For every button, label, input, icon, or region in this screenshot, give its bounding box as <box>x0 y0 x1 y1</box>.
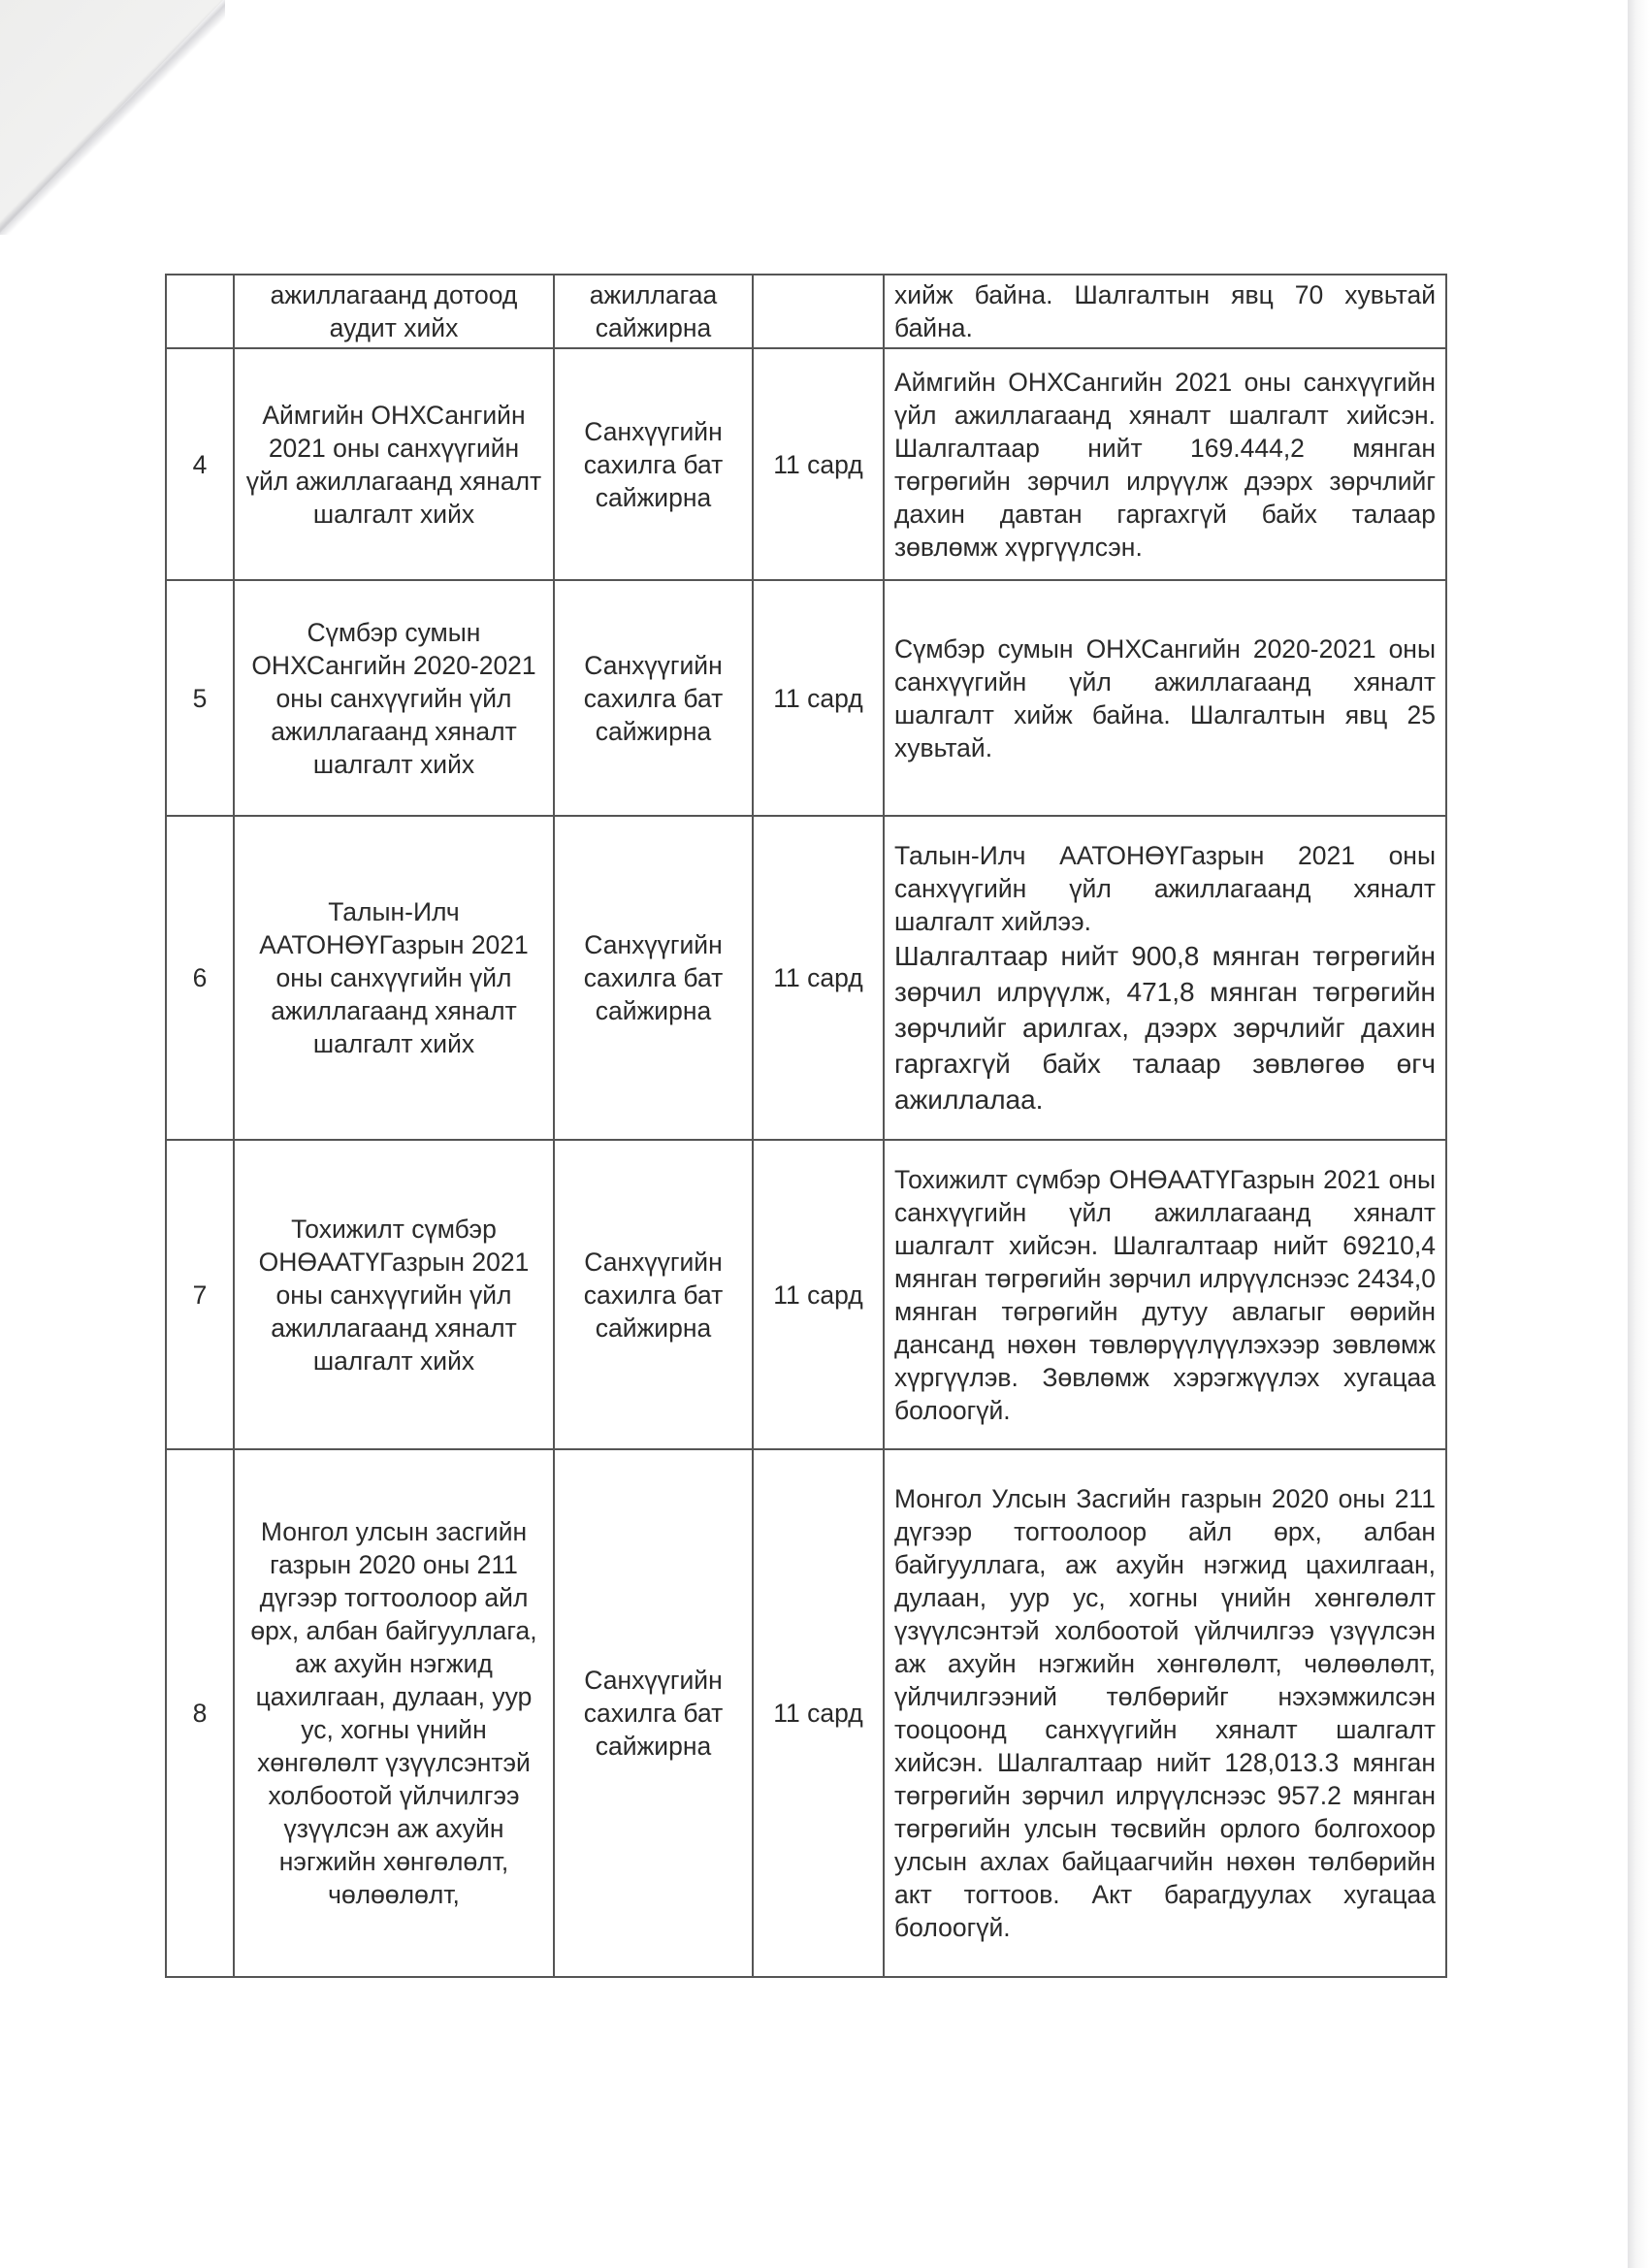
status-cell <box>884 580 1446 816</box>
task-text: Аймгийн ОНХСангийн 2021 оны санхүүгийн үйл ажиллагаанд хяналт шалгалт хийх <box>245 400 542 529</box>
task-cell <box>234 275 554 348</box>
row-number-cell: 5 <box>166 580 234 816</box>
expected-result-text: Санхүүгийн сахилга бат сайжирна <box>583 1666 724 1761</box>
task-cell <box>234 580 554 816</box>
task-cell <box>234 348 554 580</box>
status-cell <box>884 816 1446 1140</box>
task-text: ажиллагаанд дотоод аудит хийх <box>270 280 518 342</box>
task-text: Сүмбэр сумын ОНХСангийн 2020-2021 оны санхүүгийн үйл ажиллагаанд хяналт шалгалт хийх <box>251 617 536 779</box>
task-text: Монгол улсын засгийн газрын 2020 оны 211 дүгээр тогтоолоор айл өрх, албан байгууллага, аж ахуйн нэгжид цахилгаан, дулаан, уур ус, хогны үнийн хөнгөлөлт үзүүлсэнтэй холбоотой үйлчилгээ үзүүлсэн аж ахуйн нэгжийн хөнгөлөлт, чөлөөлөлт, <box>250 1517 537 1909</box>
expected-result-cell <box>554 580 753 816</box>
status-text: хийж байна. Шалгалтын явц 70 хувьтай байна. <box>894 280 1436 342</box>
table-row <box>166 580 1446 816</box>
task-cell <box>234 1140 554 1449</box>
expected-result-text: Санхүүгийн сахилга бат сайжирна <box>583 416 724 512</box>
row-number-cell: 8 <box>166 1449 234 1977</box>
deadline-cell: 11 сард <box>753 580 884 816</box>
expected-result-cell <box>554 348 753 580</box>
status-text-findings: Шалгалтаар нийт 900,8 мянган төгрөгийн зөрчил илрүүлж, 471,8 мянган төгрөгийн зөрчлийг арилгах, дээрх зөрчлийг дахин гаргахгүй байх талаар зөвлөгөө өгч ажиллалаа. <box>894 940 1436 1115</box>
table-row <box>166 275 1446 348</box>
row-number-cell: 6 <box>166 816 234 1140</box>
status-cell <box>884 275 1446 348</box>
table-row <box>166 348 1446 580</box>
expected-result-text: Санхүүгийн сахилга бат сайжирна <box>583 930 724 1025</box>
table-row <box>166 816 1446 1140</box>
deadline-cell <box>753 275 884 348</box>
status-text: Сүмбэр сумын ОНХСангийн 2020-2021 оны санхүүгийн үйл ажиллагаанд хяналт шалгалт хийж байна. Шалгалтын явц 25 хувьтай. <box>894 633 1436 762</box>
expected-result-cell <box>554 275 753 348</box>
deadline-cell: 11 сард <box>753 1449 884 1977</box>
row-number-cell: 7 <box>166 1140 234 1449</box>
task-cell <box>234 1449 554 1977</box>
status-cell <box>884 1449 1446 1977</box>
page-edge-shadow <box>1628 0 1649 2268</box>
page-fold-corner <box>0 0 223 233</box>
task-text: Тохижилт сүмбэр ОНӨААТҮГазрын 2021 оны санхүүгийн үйл ажиллагаанд хяналт шалгалт хийх <box>258 1214 530 1376</box>
table-row <box>166 1140 1446 1449</box>
expected-result-cell <box>554 1449 753 1977</box>
deadline-cell: 11 сард <box>753 1140 884 1449</box>
status-text: Монгол Улсын Засгийн газрын 2020 оны 211 дүгээр тогтоолоор айл өрх, албан байгууллага, аж ахуйн нэгжид цахилгаан, дулаан, уур ус, хогны үнийн хөнгөлөлт үзүүлсэнтэй холбоотой үйлчилгээ үзүүлсэн аж ахуйн нэгжийн хөнгөлөлт, чөлөөлөлт, үйлчилгээний төлбөрийг нэхэмжилсэн тооцоонд санхүүгийн хяналт шалгалт хийсэн. Шалгалтаар нийт 128,013.3 мянган төгрөгийн зөрчил илрүүлснээс 957.2 мянган төгрөгийн улсын төсвийн орлого болгохоор улсын ахлах байцаагчийн нөхөн төлбөрийн акт тогтоов. Акт барагдуулах хугацаа болоогүй. <box>894 1484 1436 1942</box>
task-text: Талын-Илч ААТОНӨҮГазрын 2021 оны санхүүгийн үйл ажиллагаанд хяналт шалгалт хийх <box>259 897 529 1058</box>
expected-result-text: Санхүүгийн сахилга бат сайжирна <box>583 650 724 746</box>
expected-result-cell <box>554 1140 753 1449</box>
status-cell <box>884 348 1446 580</box>
task-cell <box>234 816 554 1140</box>
status-text: Тохижилт сүмбэр ОНӨААТҮГазрын 2021 оны санхүүгийн үйл ажиллагаанд хяналт шалгалт хийсэн. Шалгалтаар нийт 69210,4 мянган төгрөгийн зөрчил илрүүлснээс 2434,0 мянган төгрөгийн дутуу авлагыг өөрийн дансанд нөхөн төвлөрүүлүүлэхээр зөвлөмж хүргүүлэв. Зөвлөмж хэрэгжүүлэх хугацаа болоогүй. <box>894 1164 1436 1425</box>
audit-plan-table <box>165 274 1447 1978</box>
status-cell <box>884 1140 1446 1449</box>
deadline-cell: 11 сард <box>753 816 884 1140</box>
table-row <box>166 1449 1446 1977</box>
deadline-cell: 11 сард <box>753 348 884 580</box>
row-number-cell <box>166 275 234 348</box>
expected-result-text: ажиллагаа сайжирна <box>589 280 718 342</box>
expected-result-text: Санхүүгийн сахилга бат сайжирна <box>583 1247 724 1343</box>
status-text: Талын-Илч ААТОНӨҮГазрын 2021 оны санхүүгийн үйл ажиллагаанд хяналт шалгалт хийлээ. <box>894 840 1436 936</box>
row-number-cell: 4 <box>166 348 234 580</box>
expected-result-cell <box>554 816 753 1140</box>
status-text: Аймгийн ОНХСангийн 2021 оны санхүүгийн үйл ажиллагаанд хяналт шалгалт хийсэн. Шалгалтаар нийт 169.444,2 мянган төгрөгийн зөрчил илрүүлж дээрх зөрчлийг дахин давтан гаргахгүй байх талаар зөвлөмж хүргүүлсэн. <box>894 367 1436 562</box>
